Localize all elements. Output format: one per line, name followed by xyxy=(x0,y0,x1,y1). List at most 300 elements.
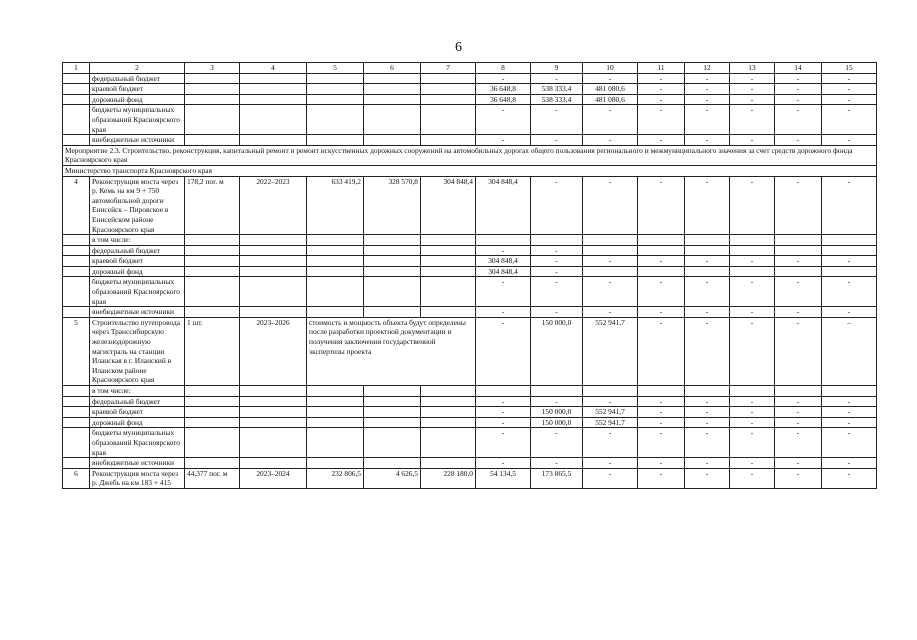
table-cell: - xyxy=(730,307,775,318)
table-cell: - xyxy=(531,256,583,267)
table-cell xyxy=(421,386,476,397)
table-cell: 538 333,4 xyxy=(531,94,583,105)
table-cell: - xyxy=(638,417,685,428)
table-cell: 178,2 пог. м xyxy=(185,176,240,235)
table-cell xyxy=(307,407,364,418)
table-cell: 304 848,4 xyxy=(421,176,476,235)
table-cell: 232 806,5 xyxy=(307,468,364,488)
table-cell xyxy=(421,277,476,307)
table-cell: - xyxy=(775,407,822,418)
table-cell: - xyxy=(476,135,531,146)
table-cell: 481 080,6 xyxy=(583,84,638,95)
table-cell xyxy=(775,386,822,397)
table-cell: - xyxy=(531,176,583,235)
table-cell: 44,377 пог. м xyxy=(185,468,240,488)
table-cell xyxy=(63,458,90,469)
table-cell: - xyxy=(638,317,685,385)
table-cell xyxy=(185,396,240,407)
table-cell xyxy=(583,245,638,256)
table-cell: - xyxy=(531,307,583,318)
table-row xyxy=(63,256,877,267)
table-cell: - xyxy=(775,135,822,146)
table-cell xyxy=(364,407,421,418)
table-cell xyxy=(638,266,685,277)
table-cell xyxy=(822,266,877,277)
table-cell: - xyxy=(583,428,638,458)
table-cell xyxy=(63,84,90,95)
table-cell xyxy=(775,266,822,277)
table-cell: - xyxy=(730,396,775,407)
table-cell xyxy=(421,245,476,256)
table-cell: - xyxy=(822,468,877,488)
table-cell xyxy=(364,235,421,246)
table-cell xyxy=(63,235,90,246)
table-cell: - xyxy=(775,396,822,407)
table-cell xyxy=(63,245,90,256)
table-cell xyxy=(364,245,421,256)
table-cell: краевой бюджет xyxy=(90,256,185,267)
table-cell: 2023–2026 xyxy=(240,317,307,385)
table-cell xyxy=(185,417,240,428)
table-row xyxy=(63,235,877,246)
table-cell: - xyxy=(583,135,638,146)
table-cell: 1 шт. xyxy=(185,317,240,385)
table-row xyxy=(63,73,877,84)
table-cell xyxy=(476,386,531,397)
table-cell xyxy=(240,105,307,135)
table-cell: 328 570,8 xyxy=(364,176,421,235)
table-cell: - xyxy=(822,94,877,105)
table-cell xyxy=(185,105,240,135)
header-cell: 2 xyxy=(90,63,185,74)
table-cell xyxy=(185,266,240,277)
table-cell xyxy=(421,135,476,146)
table-cell: 5 xyxy=(63,317,90,385)
table-cell: - xyxy=(638,176,685,235)
table-cell xyxy=(185,235,240,246)
table-cell: - xyxy=(730,94,775,105)
table-cell: - xyxy=(476,307,531,318)
table-cell: - xyxy=(638,428,685,458)
table-cell xyxy=(63,428,90,458)
table-cell xyxy=(307,84,364,95)
table-row xyxy=(63,105,877,135)
section-title: Министерство транспорта Красноярского края xyxy=(63,165,877,176)
table-cell xyxy=(240,135,307,146)
table-cell: - xyxy=(685,468,730,488)
table-cell xyxy=(185,277,240,307)
table-cell: - xyxy=(531,245,583,256)
table-cell xyxy=(63,307,90,318)
table-cell xyxy=(63,105,90,135)
header-cell: 13 xyxy=(730,63,775,74)
table-cell: - xyxy=(583,256,638,267)
table-cell: - xyxy=(685,256,730,267)
table-cell: федеральный бюджет xyxy=(90,396,185,407)
table-cell xyxy=(364,396,421,407)
table-cell: внебюджетные источники xyxy=(90,307,185,318)
table-cell: - xyxy=(583,73,638,84)
header-cell: 9 xyxy=(531,63,583,74)
table-cell: - xyxy=(638,94,685,105)
table-cell: - xyxy=(822,73,877,84)
table-cell xyxy=(421,73,476,84)
table-cell: - xyxy=(685,307,730,318)
table-cell xyxy=(307,245,364,256)
table-cell: - xyxy=(730,317,775,385)
table-cell: - xyxy=(730,73,775,84)
table-cell xyxy=(63,417,90,428)
table-cell xyxy=(240,428,307,458)
table-cell xyxy=(421,84,476,95)
table-cell xyxy=(822,235,877,246)
table-cell: 54 134,5 xyxy=(476,468,531,488)
table-cell: - xyxy=(685,105,730,135)
table-cell: - xyxy=(583,468,638,488)
table-cell: - xyxy=(822,84,877,95)
table-cell xyxy=(240,417,307,428)
page-number: 6 xyxy=(455,40,462,55)
table-cell: - xyxy=(638,407,685,418)
table-cell xyxy=(685,245,730,256)
table-cell xyxy=(364,105,421,135)
table-row xyxy=(63,176,877,235)
table-cell: - xyxy=(476,73,531,84)
table-cell xyxy=(364,386,421,397)
header-cell: 12 xyxy=(685,63,730,74)
table-cell: - xyxy=(730,105,775,135)
table-cell xyxy=(822,245,877,256)
table-cell: - xyxy=(730,458,775,469)
header-cell: 5 xyxy=(307,63,364,74)
table-cell: - xyxy=(730,84,775,95)
table-cell: - xyxy=(685,417,730,428)
table-cell: в том числе: xyxy=(90,386,185,397)
table-cell xyxy=(63,135,90,146)
table-cell: - xyxy=(583,458,638,469)
table-cell xyxy=(240,396,307,407)
table-cell: - xyxy=(775,458,822,469)
table-cell: 552 941,7 xyxy=(583,407,638,418)
table-cell xyxy=(730,386,775,397)
table-cell: бюджеты муниципальных образований Красноярского края xyxy=(90,105,185,135)
table-cell: - xyxy=(775,307,822,318)
table-cell: Реконструкция моста через р. Кемь на км 9 + 750 автомобильной дороги Енисейск – Пировское в Енисейском районе Красноярского края xyxy=(90,176,185,235)
table-cell: - xyxy=(822,458,877,469)
table-cell xyxy=(421,105,476,135)
header-cell: 15 xyxy=(822,63,877,74)
table-cell: - xyxy=(531,135,583,146)
table-cell xyxy=(307,428,364,458)
table-cell xyxy=(531,386,583,397)
table-cell: - xyxy=(685,94,730,105)
table-cell xyxy=(583,235,638,246)
table-cell: Реконструкция моста через р. Джебь на км 183 + 415 xyxy=(90,468,185,488)
table-cell: - xyxy=(583,307,638,318)
table-cell xyxy=(364,458,421,469)
table-cell: - xyxy=(730,417,775,428)
table-cell: федеральный бюджет xyxy=(90,245,185,256)
table-cell xyxy=(307,277,364,307)
table-cell: - xyxy=(583,396,638,407)
table-cell xyxy=(307,73,364,84)
table-cell xyxy=(638,235,685,246)
table-cell: 173 865,5 xyxy=(531,468,583,488)
table-cell: - xyxy=(531,396,583,407)
table-cell xyxy=(364,417,421,428)
table-cell xyxy=(421,256,476,267)
table-cell xyxy=(730,245,775,256)
table-cell: - xyxy=(638,105,685,135)
header-cell: 4 xyxy=(240,63,307,74)
table-row xyxy=(63,428,877,458)
table-cell: - xyxy=(775,277,822,307)
table-cell xyxy=(240,386,307,397)
table-cell: - xyxy=(822,428,877,458)
table-cell: 481 080,6 xyxy=(583,94,638,105)
header-cell: 7 xyxy=(421,63,476,74)
table-cell: - xyxy=(822,396,877,407)
table-cell: - xyxy=(685,317,730,385)
table-cell xyxy=(307,256,364,267)
table-cell xyxy=(240,73,307,84)
table-cell xyxy=(364,277,421,307)
table-cell xyxy=(63,277,90,307)
table-cell xyxy=(364,428,421,458)
table-cell xyxy=(307,458,364,469)
table-cell: - xyxy=(775,468,822,488)
table-cell xyxy=(185,84,240,95)
table-cell: - xyxy=(531,105,583,135)
table-cell: бюджеты муниципальных образований Красноярского края xyxy=(90,277,185,307)
table-cell xyxy=(307,396,364,407)
table-row xyxy=(63,458,877,469)
table-cell: - xyxy=(638,307,685,318)
table-cell xyxy=(685,266,730,277)
table-cell xyxy=(421,417,476,428)
table-cell xyxy=(364,84,421,95)
table-row xyxy=(63,307,877,318)
table-cell: 538 333,4 xyxy=(531,84,583,95)
table-cell: - xyxy=(476,407,531,418)
table-cell: - xyxy=(822,105,877,135)
table-cell: - xyxy=(775,176,822,235)
table-cell xyxy=(63,266,90,277)
table-cell xyxy=(364,94,421,105)
table-cell xyxy=(531,235,583,246)
table-cell xyxy=(307,266,364,277)
table-cell: 36 648,8 xyxy=(476,94,531,105)
table-cell: 552 941,7 xyxy=(583,417,638,428)
table-cell: дорожный фонд xyxy=(90,417,185,428)
table-row xyxy=(63,396,877,407)
table-cell: - xyxy=(638,73,685,84)
table-cell: дорожный фонд xyxy=(90,94,185,105)
table-cell xyxy=(185,256,240,267)
table-cell: - xyxy=(531,277,583,307)
table-cell xyxy=(240,277,307,307)
header-row xyxy=(63,63,877,74)
table-cell: - xyxy=(730,176,775,235)
header-cell: 11 xyxy=(638,63,685,74)
table-cell xyxy=(240,256,307,267)
table-cell xyxy=(421,94,476,105)
table-cell xyxy=(775,245,822,256)
table-cell xyxy=(364,135,421,146)
table-cell: - xyxy=(583,176,638,235)
table-cell: - xyxy=(775,105,822,135)
table-cell xyxy=(421,458,476,469)
table-cell xyxy=(240,235,307,246)
section-row xyxy=(63,165,877,176)
table-cell xyxy=(775,235,822,246)
table-cell: 304 848,4 xyxy=(476,256,531,267)
table-cell: - xyxy=(822,417,877,428)
table-cell: - xyxy=(476,245,531,256)
table-cell: - xyxy=(775,84,822,95)
table-cell xyxy=(240,458,307,469)
table-cell: - xyxy=(476,458,531,469)
table-cell: - xyxy=(730,135,775,146)
table-cell: 150 000,0 xyxy=(531,317,583,385)
table-cell: - xyxy=(638,396,685,407)
table-cell: 228 180,0 xyxy=(421,468,476,488)
table-cell: - xyxy=(531,428,583,458)
table-cell xyxy=(421,266,476,277)
table-cell xyxy=(364,266,421,277)
table-row xyxy=(63,407,877,418)
table-cell xyxy=(685,235,730,246)
header-cell: 3 xyxy=(185,63,240,74)
table-cell xyxy=(185,135,240,146)
section-title: Мероприятие 2.3. Строительство, реконструкция, капитальный ремонт и ремонт искусственных дорожных сооружений на автомобильных дорогах общего пользования регионального и межмуниципального значения за счет средств дорожного фонда Красноярского края xyxy=(63,145,877,165)
table-cell: краевой бюджет xyxy=(90,84,185,95)
table-cell: - xyxy=(531,458,583,469)
table-cell xyxy=(307,94,364,105)
table-row xyxy=(63,277,877,307)
table-cell: - xyxy=(583,277,638,307)
table-cell xyxy=(307,135,364,146)
table-cell: - xyxy=(685,176,730,235)
table-cell: - xyxy=(730,407,775,418)
table-cell: - xyxy=(685,396,730,407)
table-cell: - xyxy=(822,135,877,146)
table-cell: 304 848,4 xyxy=(476,266,531,277)
table-cell: - xyxy=(822,256,877,267)
table-cell: - xyxy=(638,468,685,488)
table-cell: краевой бюджет xyxy=(90,407,185,418)
table-cell: - xyxy=(685,407,730,418)
table-cell xyxy=(638,386,685,397)
table-cell xyxy=(185,428,240,458)
table-cell: - xyxy=(685,84,730,95)
table-cell xyxy=(421,235,476,246)
table-row xyxy=(63,135,877,146)
table-cell: - xyxy=(822,277,877,307)
table-cell: - xyxy=(730,256,775,267)
table-cell xyxy=(685,386,730,397)
header-cell: 6 xyxy=(364,63,421,74)
table-cell xyxy=(307,307,364,318)
table-cell xyxy=(185,94,240,105)
table-cell xyxy=(63,407,90,418)
table-cell: - xyxy=(685,277,730,307)
table-cell: - xyxy=(685,428,730,458)
table-cell xyxy=(185,407,240,418)
table-cell: - xyxy=(476,396,531,407)
table-row xyxy=(63,386,877,397)
table-cell: – xyxy=(822,317,877,385)
table-cell: - xyxy=(638,277,685,307)
table-row xyxy=(63,417,877,428)
budget-table xyxy=(62,62,877,489)
table-cell: - xyxy=(583,105,638,135)
table-row xyxy=(63,245,877,256)
table-cell xyxy=(421,396,476,407)
table-cell xyxy=(364,307,421,318)
table-cell xyxy=(185,245,240,256)
table-cell xyxy=(63,94,90,105)
table-cell: внебюджетные источники xyxy=(90,135,185,146)
table-cell: - xyxy=(775,94,822,105)
table-cell: 304 848,4 xyxy=(476,176,531,235)
table-cell xyxy=(421,307,476,318)
table-cell: 2022–2023 xyxy=(240,176,307,235)
table-cell xyxy=(421,428,476,458)
table-cell xyxy=(730,266,775,277)
table-cell: федеральный бюджет xyxy=(90,73,185,84)
table-cell xyxy=(63,396,90,407)
table-cell: дорожный фонд xyxy=(90,266,185,277)
table-cell: - xyxy=(638,135,685,146)
table-cell: 552 941,7 xyxy=(583,317,638,385)
table-cell: - xyxy=(476,428,531,458)
table-cell xyxy=(307,105,364,135)
table-row xyxy=(63,94,877,105)
table-cell: - xyxy=(730,277,775,307)
table-cell: - xyxy=(638,458,685,469)
table-cell: 150 000,0 xyxy=(531,417,583,428)
table-cell xyxy=(63,256,90,267)
table-cell: бюджеты муниципальных образований Красноярского края xyxy=(90,428,185,458)
table-cell xyxy=(638,245,685,256)
table-cell: - xyxy=(775,417,822,428)
table-cell xyxy=(307,386,364,397)
header-cell: 1 xyxy=(63,63,90,74)
table-cell: в том числе: xyxy=(90,235,185,246)
table-cell xyxy=(421,407,476,418)
table-cell xyxy=(307,417,364,428)
table-cell: 4 626,5 xyxy=(364,468,421,488)
table-cell xyxy=(730,235,775,246)
table-cell: 6 xyxy=(63,468,90,488)
table-cell: 150 000,0 xyxy=(531,407,583,418)
table-cell: - xyxy=(822,407,877,418)
table-cell xyxy=(364,256,421,267)
table-cell: - xyxy=(531,73,583,84)
table-cell: - xyxy=(775,256,822,267)
table-cell: - xyxy=(531,266,583,277)
table-cell xyxy=(185,307,240,318)
table-row xyxy=(63,317,877,385)
table-cell: - xyxy=(638,84,685,95)
table-row xyxy=(63,266,877,277)
table-cell: - xyxy=(730,468,775,488)
table-cell xyxy=(240,307,307,318)
header-cell: 10 xyxy=(583,63,638,74)
table-cell: - xyxy=(822,176,877,235)
table-row xyxy=(63,468,877,488)
